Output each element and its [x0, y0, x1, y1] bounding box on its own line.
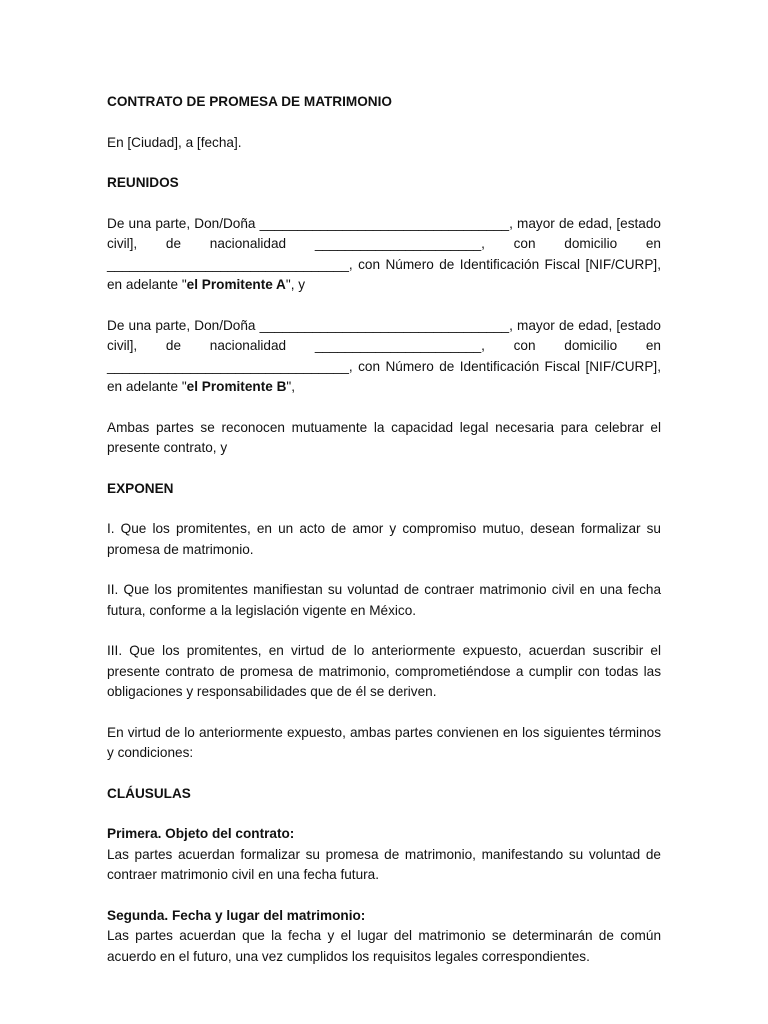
party-b-end: ", — [286, 379, 295, 394]
clause-body: Las partes acuerdan que la fecha y el lugar del matrimonio se determinarán de común acuerdo en el futuro, una vez cumplidos los requisitos legales correspondientes. — [107, 928, 661, 964]
section-heading-clausulas: CLÁUSULAS — [107, 785, 191, 801]
expone-item-2: II. Que los promitentes manifiestan su voluntad de contraer matrimonio civil en una fecha futura, conforme a la legislación vigente en México. — [107, 582, 661, 618]
party-a-text: De una parte, Don/Doña _________________________________, mayor de edad, [estado civil], de nacionalidad ______________________, con domicilio en ________________________________, con Número de Identificación Fiscal [NIF/CURP], en adelante " — [107, 215, 661, 292]
clause-title: Primera. Objeto del contrato: — [107, 826, 295, 841]
clause-primera — [107, 824, 661, 886]
capacity-paragraph: Ambas partes se reconocen mutuamente la capacidad legal necesaria para celebrar el presente contrato, y — [107, 419, 661, 455]
expone-item-1: I. Que los promitentes, en un acto de amor y compromiso mutuo, desean formalizar su promesa de matrimonio. — [107, 521, 661, 557]
party-a-name: el Promitente A — [186, 277, 286, 292]
document-title: CONTRATO DE PROMESA DE MATRIMONIO — [107, 94, 392, 109]
party-b-name: el Promitente B — [186, 379, 287, 394]
expone-item-3: III. Que los promitentes, en virtud de lo anteriormente expuesto, acuerdan suscribir el presente contrato de promesa de matrimonio, comprometiéndose a cumplir con todas las obligaciones y responsabilidades que de él se deriven. — [107, 643, 661, 699]
place-date: En [Ciudad], a [fecha]. — [107, 134, 242, 150]
party-a-paragraph — [107, 214, 661, 296]
section-heading-reunidos: REUNIDOS — [107, 175, 179, 190]
clause-body: Las partes acuerdan formalizar su promesa de matrimonio, manifestando su voluntad de contraer matrimonio civil en una fecha futura. — [107, 846, 661, 882]
clause-title: Segunda. Fecha y lugar del matrimonio: — [107, 907, 366, 923]
party-b-paragraph — [107, 316, 661, 398]
party-a-end: ", y — [285, 277, 306, 292]
section-heading-exponen: EXPONEN — [107, 480, 174, 496]
clause-segunda — [107, 906, 661, 968]
party-b-text: De una parte, Don/Doña _________________________________, mayor de edad, [estado civil], de nacionalidad ______________________, con domicilio en ________________________________, con Número de Identificación Fiscal [NIF/CURP], en adelante " — [107, 317, 661, 394]
agreement-paragraph: En virtud de lo anteriormente expuesto, ambas partes convienen en los siguientes términos y condiciones: — [107, 724, 661, 760]
